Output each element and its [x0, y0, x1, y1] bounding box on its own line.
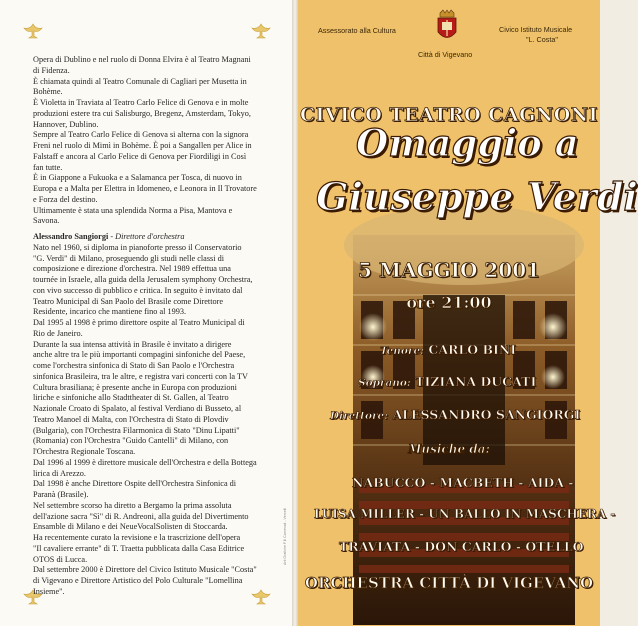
bio-line: È in Giappone a Fukuoka e a Salamanca per Tosca, di nuovo in [33, 173, 242, 183]
orchestra-name: ORCHESTRA CITTÀ DI VIGEVANO [304, 574, 594, 592]
bio-line: Savona. [33, 216, 60, 226]
title-omaggio: Omaggio a [356, 121, 579, 165]
performer-name: TIZIANA DUCATI [415, 374, 537, 389]
director-heading [33, 232, 282, 243]
performer-role: Direttore: [330, 410, 389, 422]
bio-line: Insieme". [33, 586, 65, 596]
opera-line: LUISA MILLER - UN BALLO IN MASCHERA - [314, 507, 616, 521]
bio-line: Dal 1995 al 1998 è primo direttore ospite al Teatro Municipal di [33, 318, 245, 327]
bio-line: liriche e sinfoniche allo Stadttheater di St. Gallen, al Teatro [33, 393, 229, 403]
header-city: Città di Vigevano [418, 50, 473, 59]
bio-line: Dal settembre 2000 è Direttore del Civico Istituto Musicale "Costa" [33, 565, 257, 575]
bio-line: come l'orchestra sinfonica di Stato di San Paolo e l'Orchestra [33, 361, 235, 370]
bio-line: Nato nel 1960, si diploma in pianoforte presso il Conservatorio [33, 242, 242, 252]
city-crest-icon [436, 10, 458, 44]
concert-time: ore 21:00 [406, 293, 492, 312]
bio-line: produzioni estere tra cui Salisburgo, Bregenz, Amsterdam, Tokyo, [33, 108, 251, 118]
bio-line: Teatro Manoel di Malta, con l'Orchestra di Stato di Plovdiv [33, 414, 229, 424]
bio-line: sinfonica Brasileira, tra le altre, e registra vari concerti con la TV [33, 371, 248, 381]
bio-line: di Vigevano e Direttore Artistico del Polo Culturale "Lomellina [33, 576, 243, 585]
bio-line: Falstaff e ancora al Carlo Felice di Genova per Fiordiligi in Così [33, 151, 247, 161]
opera-line: TRAVIATA - DON CARLO - OTELLO [339, 539, 584, 554]
performer-role: Soprano: [358, 377, 411, 389]
director-biography [33, 243, 282, 598]
left-panel [0, 0, 292, 626]
bio-line: di Fidenza. [33, 65, 70, 75]
performer-role: Tenore: [380, 345, 425, 357]
venue-title: CIVICO TEATRO CAGNONI [299, 104, 599, 126]
bio-line: Bohème. [33, 87, 63, 97]
bio-line: Ha recentemente curato la revisione e la trascrizione dell'opera [33, 533, 241, 542]
bio-line: "Il cavaliere errante" di T. Traetta pubblicata dalla Casa Editrice [33, 543, 245, 553]
bio-line: Durante la sua intensa attività in Brasile è invitato a dirigere [33, 339, 232, 349]
performer-name: ALESSANDRO SANGIORGI [392, 407, 581, 422]
opera-line: NABUCCO - MACBETH - AIDA - [352, 475, 574, 490]
bio-line: fan tutte. [33, 162, 63, 172]
bio-line: Ultimamente è stata una splendida Norma a Pisa, Mantova e [33, 205, 233, 215]
bio-line: Hannover, Dublino. [33, 119, 99, 129]
performer-tenor [380, 342, 516, 357]
bio-line: anche altre tra le più importanti compagini sinfoniche del Paese, [33, 350, 246, 360]
bio-line: lirica di Arezzo. [33, 468, 86, 478]
bio-line: l'Orchestra Regionale Toscana. [33, 447, 136, 456]
bio-line: Dal 1998 è anche Direttore Ospite dell'Orchestra Sinfonica di [33, 479, 237, 489]
fleur-ornament-icon [20, 22, 46, 40]
bio-line: Teatro Municipal di San Paolo del Brasile come Direttore [33, 296, 224, 306]
bio-line: tournée in Israele, alla guida della Jerusalem symphony Orchestra, [33, 275, 253, 284]
concert-date: 5 MAGGIO 2001 [357, 258, 541, 282]
bio-line: (Bulgaria), con l'Orchestra Filarmonica di Stato "Dinu Lipatti" [33, 425, 240, 435]
bio-line: Sempre al Teatro Carlo Felice di Genova si alterna con la signora [33, 130, 249, 140]
bio-line: con vivo successo di pubblico e critica. In seguito è invitato dal [33, 285, 243, 295]
performer-name: CARLO BINI [428, 342, 517, 357]
bio-line: Dal 1996 al 1999 è direttore musicale dell'Orchestra e della Bottega [33, 457, 257, 467]
bio-line: Freni nel ruolo di Mimì in Bohème. È poi a Sangallen per Alice in [33, 141, 252, 150]
soprano-biography [33, 55, 282, 227]
bio-line: composizione e direzione d'orchestra. Nel 1989 effettua una [33, 264, 231, 274]
bio-line: (Romania) con l'Orchestra "Guido Cantelli" di Milano, con [33, 436, 229, 446]
print-credit: Arti Grafiche F.lli Carnevali - Vercelli [283, 507, 287, 565]
bio-line: È Violetta in Traviata al Teatro Carlo Felice di Genova e in molte [33, 98, 249, 107]
bio-line: Europa e a Malta per Elettra in Idomeneo, e Leonora in Il Trovatore [33, 184, 257, 193]
performer-soprano [358, 374, 536, 389]
header-assessorato: Assessorato alla Cultura [318, 26, 396, 35]
bio-line: Opera di Dublino e nel ruolo di Donna Elvira è al Teatro Magnani [33, 55, 251, 64]
bio-line: Nazionale Croato di Spalato, al festival Verdiano di Busseto, al [33, 404, 242, 413]
bio-line: Rio de Janeiro. [33, 328, 83, 338]
bio-line: Residente, incarico che mantiene fino al 1993. [33, 307, 187, 317]
biography-text [33, 55, 282, 598]
header-institute-name: "L. Costa" [526, 35, 558, 44]
bio-line: Ensamble di Milano e dei NeueVocalSolisten di Stoccarda. [33, 522, 228, 532]
performer-conductor [330, 407, 580, 422]
fleur-ornament-icon [248, 22, 274, 40]
director-name: Alessandro Sangiorgi [33, 232, 109, 241]
bio-line: È chiamata quindi al Teatro Comunale di Cagliari per Musetta in [33, 76, 247, 86]
bio-line: Nel settembre scorso ha diretto a Bergamo la prima assoluta [33, 500, 232, 510]
bio-line: "G. Verdi" di Milano, proseguendo gli studi nelle classi di [33, 253, 225, 263]
header-institute: Civico Istituto Musicale [499, 25, 573, 34]
music-label: Musiche da: [408, 442, 490, 456]
bio-line: Cultura brasiliana; è presente anche in Europa con produzioni [33, 382, 237, 392]
bio-line: e Forza del destino. [33, 194, 98, 204]
bio-line: OTOS di Lucca. [33, 554, 88, 564]
title-verdi: Giuseppe Verdi [316, 174, 638, 219]
director-role: - Direttore d'orchestra [108, 232, 185, 241]
bio-line: Paranà (Brasile). [33, 490, 89, 499]
bio-line: dell'azione sacra "Sì" di R. Andreoni, alla guida del Divertimento [33, 511, 249, 521]
